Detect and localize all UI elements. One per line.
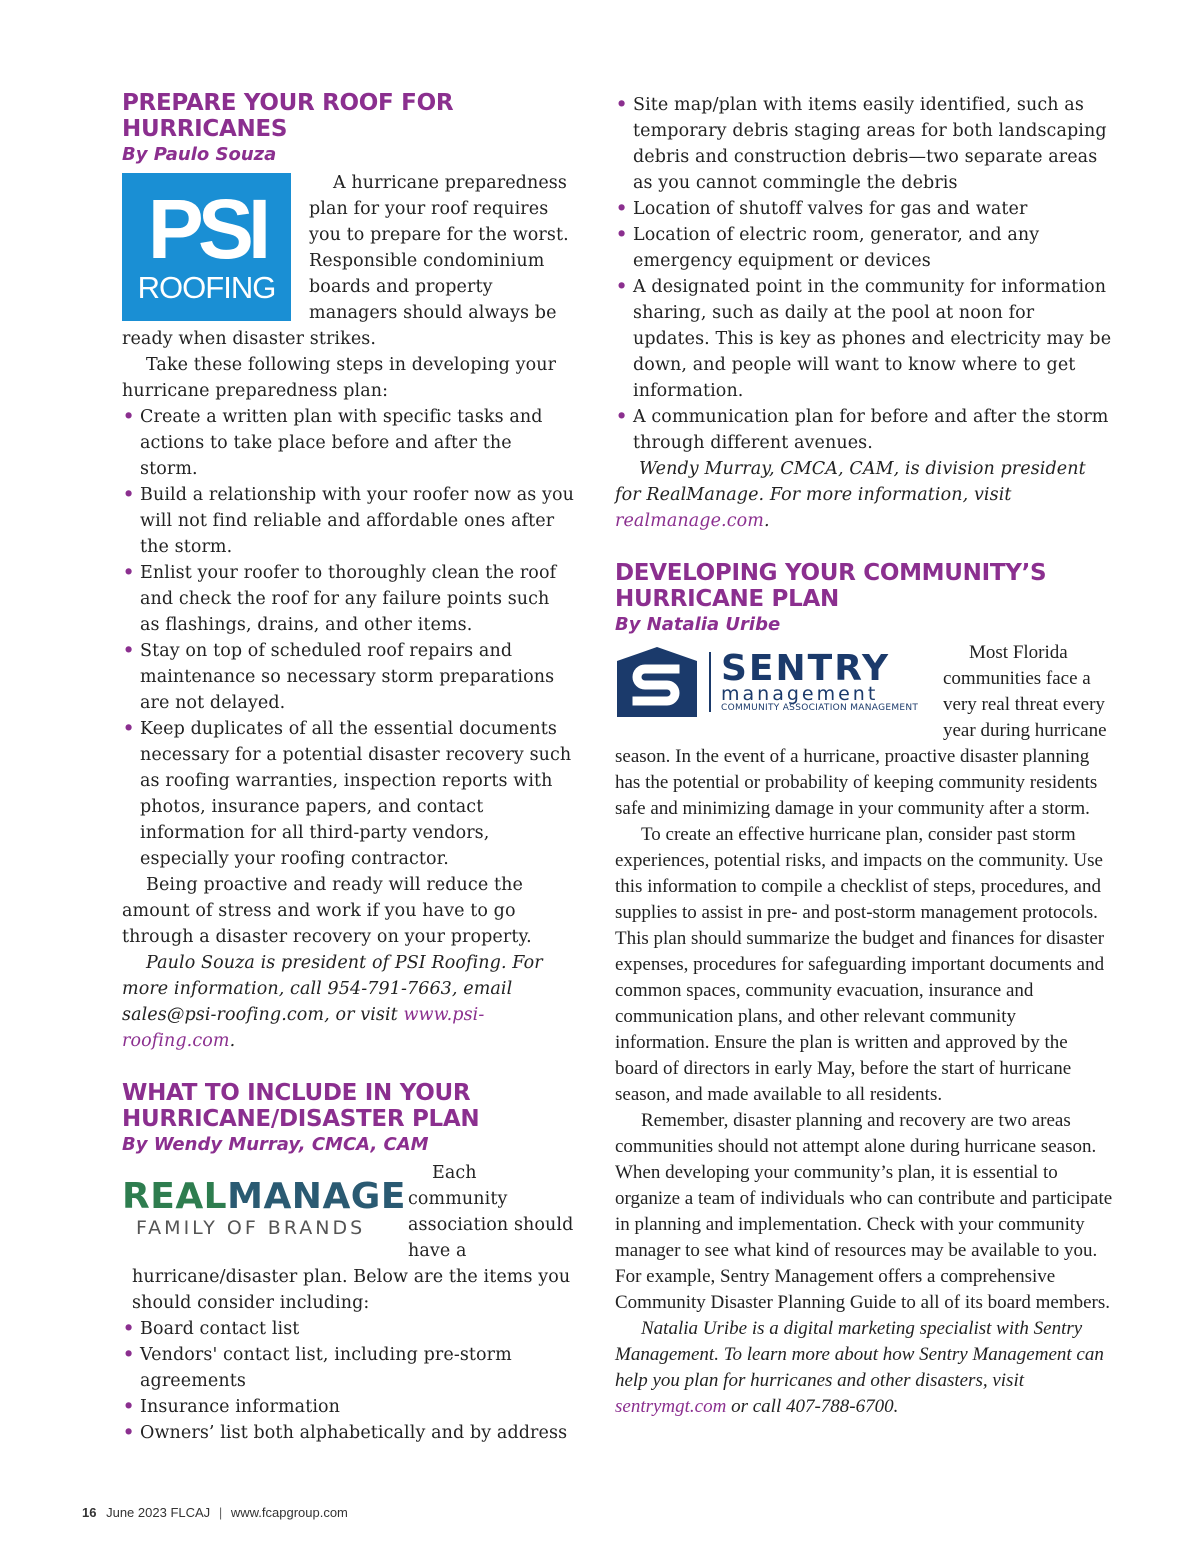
logo-text: SENTRY — [721, 648, 891, 689]
psi-roofing-logo — [122, 173, 291, 321]
list-item: • Board contact list — [122, 1316, 574, 1342]
list-item: • Location of shutoff valves for gas and water — [615, 196, 1113, 222]
logo-text: PSI — [147, 182, 266, 276]
bio-link[interactable]: www.psi-roofing.com — [122, 1005, 485, 1051]
bio-text: Natalia Uribe is a digital marketing specialist with Sentry Management. To learn more about how Sentry Management can help you plan for hurricanes and other disasters, visit — [615, 1318, 1104, 1391]
publication-name: FLCAJ — [170, 1505, 211, 1520]
logo-text: ROOFING — [137, 270, 276, 305]
list-item: • A communication plan for before and after the storm through different avenues. — [615, 404, 1113, 456]
article-byline: By Paulo Souza — [122, 144, 277, 165]
bio-link[interactable]: sentrymgt.com — [615, 1396, 727, 1417]
list-item: • Owners’ list both alphabetically and by address — [122, 1420, 574, 1446]
bio-link[interactable]: realmanage.com — [615, 511, 764, 531]
author-bio — [122, 950, 574, 1054]
author-bio — [615, 1316, 1113, 1420]
logo-wordmark — [709, 648, 919, 713]
list-item: • Create a written plan with specific tasks and actions to take place before and after the storm. — [122, 404, 574, 482]
paragraph: Remember, disaster planning and recovery are two areas communities should not attempt alone during hurricane season. When developing your community’s plan, it is essential to organize a team of individuals who can contribute and participate in planning and implementation. Check with your community manager to see what kind of resources may be available to you. For example, Sentry Management offers a comprehensive Community Disaster Planning Guide to all of its board members. — [615, 1110, 1113, 1313]
article-body-continued — [615, 92, 1113, 534]
list-item: • Build a relationship with your roofer now as you will not find reliable and affordable ones after the storm. — [122, 482, 574, 560]
bio-end: or call 407-788-6700. — [726, 1396, 899, 1417]
article-headline: WHAT TO INCLUDE IN YOUR HURRICANE/DISASTER PLAN — [122, 1080, 480, 1132]
article-headline: PREPARE YOUR ROOF FOR HURRICANES — [122, 90, 454, 142]
paragraph: Being proactive and ready will reduce the amount of stress and work if you have to go through a disaster recovery on your property. — [122, 875, 532, 947]
left-column — [122, 90, 574, 1446]
list-item: • Stay on top of scheduled roof repairs and maintenance so necessary storm preparations are not delayed. — [122, 638, 574, 716]
logo-word: REAL — [122, 1176, 228, 1217]
article-body — [122, 1160, 574, 1446]
article-byline: By Wendy Murray, CMCA, CAM — [122, 1134, 429, 1155]
bullet-list — [615, 92, 1113, 456]
logo-word: MANAGE — [227, 1176, 406, 1217]
bullet-list — [122, 404, 574, 872]
page-number: 16 — [82, 1505, 97, 1520]
right-column — [615, 92, 1113, 1420]
article-byline: By Natalia Uribe — [615, 614, 781, 635]
logo-subtitle: COMMUNITY ASSOCIATION MANAGEMENT — [721, 703, 919, 713]
paragraph: Each community association should have a hurricane/disaster plan. Below are the items you should consider including: — [132, 1163, 574, 1313]
sentry-shield-icon — [615, 645, 699, 719]
bio-end: . — [763, 511, 770, 531]
article-body — [615, 640, 1113, 1420]
bullet-list — [122, 1316, 574, 1446]
list-item: • Enlist your roofer to thoroughly clean the roof and check the roof for any failure points such as flashings, drains, and other items. — [122, 560, 574, 638]
list-item: • Insurance information — [122, 1394, 574, 1420]
page-footer — [82, 1505, 348, 1520]
author-bio — [615, 456, 1113, 534]
list-item: • Vendors' contact list, including pre-storm agreements — [122, 1342, 574, 1394]
bio-text: Paulo Souza is president of PSI Roofing. For more information, call 954-791-7663, email sales@psi-roofing.com, or visit — [122, 953, 543, 1025]
paragraph: A hurricane preparedness plan for your roof requires you to prepare for the worst. Responsible condominium boards and property managers should always be ready when disaster strikes. — [122, 173, 569, 349]
paragraph: Most Florida communities face a very real threat every year during hurricane season. In the event of a hurricane, proactive disaster planning has the potential or probability of keeping community residents safe and minimizing damage in your community after a storm. — [615, 642, 1107, 819]
issue-date: June 2023 — [106, 1505, 167, 1520]
list-item: • Site map/plan with items easily identified, such as temporary debris staging areas for both landscaping debris and construction debris—two separate areas as you cannot commingle the debris — [615, 92, 1113, 196]
list-item: • A designated point in the community for information sharing, such as daily at the pool at noon for updates. This is key as phones and electricity may be down, and people will want to know where to get information. — [615, 274, 1113, 404]
bio-end: . — [229, 1031, 236, 1051]
paragraph: Take these following steps in developing your hurricane preparedness plan: — [122, 355, 557, 401]
list-item: • Keep duplicates of all the essential documents necessary for a potential disaster recovery such as roofing warranties, inspection reports with photos, insurance papers, and contact information for all third-party vendors, especially your roofing contractor. — [122, 716, 574, 872]
footer-url[interactable]: www.fcapgroup.com — [230, 1505, 348, 1520]
logo-text: management — [721, 683, 879, 705]
article-body — [122, 170, 574, 1054]
logo-subtitle: FAMILY OF BRANDS — [136, 1217, 366, 1239]
realmanage-logo — [122, 1160, 406, 1255]
sentry-management-logo — [615, 643, 925, 721]
bio-text: Wendy Murray, CMCA, CAM, is division president for RealManage. For more information, visit — [615, 459, 1086, 505]
article-headline: DEVELOPING YOUR COMMUNITY’S HURRICANE PLAN — [615, 560, 1047, 612]
footer-separator: | — [218, 1505, 223, 1520]
list-item: • Location of electric room, generator, and any emergency equipment or devices — [615, 222, 1113, 274]
paragraph: To create an effective hurricane plan, consider past storm experiences, potential risks, and impacts on the community. Use this information to compile a checklist of steps, procedures, and supplies to assist in pre- and post-storm management protocols. This plan should summarize the budget and finances for disaster expenses, procedures for safeguarding important documents and common spaces, community evacuation, insurance and communication plans, and other relevant community information. Ensure the plan is written and approved by the board of directors in early May, before the start of hurricane season, and made available to all residents. — [615, 824, 1105, 1105]
logo-text — [122, 1176, 406, 1217]
